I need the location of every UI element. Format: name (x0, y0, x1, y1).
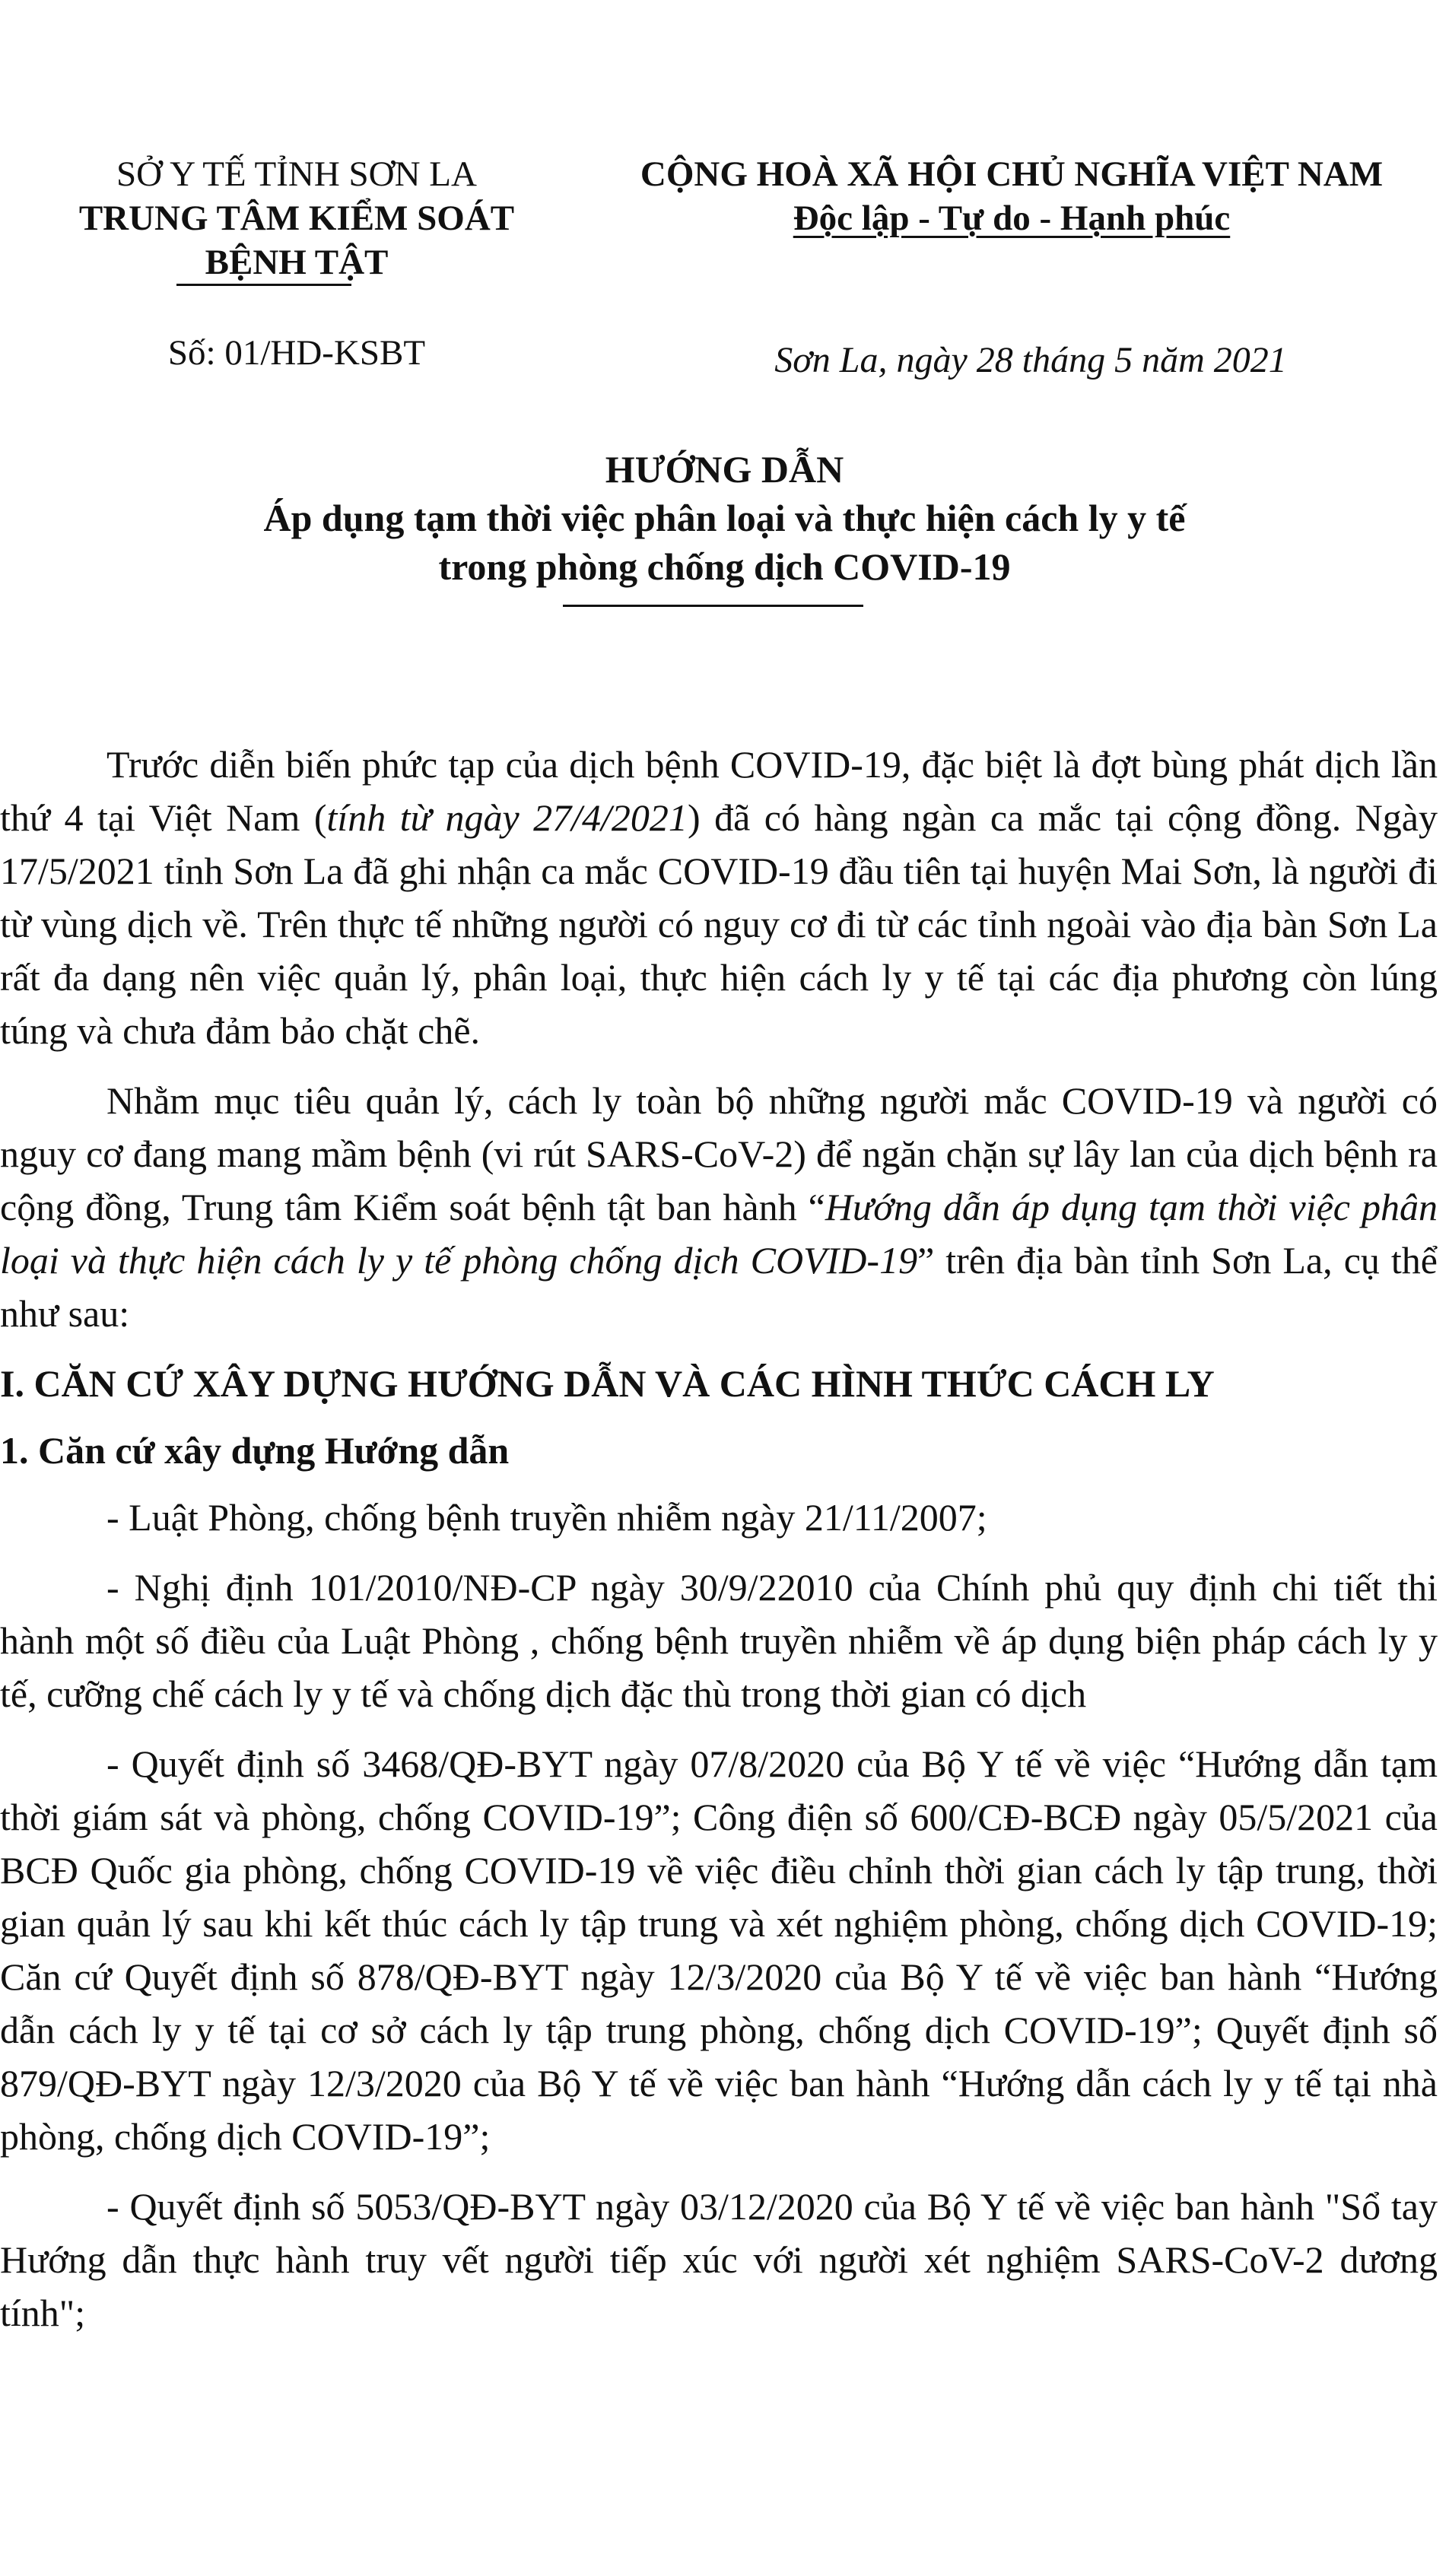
center-name-line2: BỆNH TẬT (205, 243, 389, 282)
agency-underline (176, 284, 351, 286)
legal-basis-item: - Quyết định số 5053/QĐ-BYT ngày 03/12/2020 của Bộ Y tế về việc ban hành "Sổ tay Hướng dẫn thực hành truy vết người tiếp xúc với người xét nghiệm SARS-CoV-2 dương tính"; (0, 2185, 1438, 2334)
document-title (0, 445, 1449, 591)
title-line-2: trong phòng chống dịch COVID-19 (438, 545, 1011, 588)
paragraph-context: Trước diễn biến phức tạp của dịch bệnh COVID-19, đặc biệt là đợt bùng phát dịch lần thứ 4 tại Việt Nam (tính từ ngày 27/4/2021) đã có hàng ngàn ca mắc tại cộng đồng. Ngày 17/5/2021 tỉnh Sơn La đã ghi nhận ca mắc COVID-19 đầu tiên tại huyện Mai Sơn, là người đi từ vùng dịch về. Trên thực tế những người có nguy cơ đi từ các tỉnh ngoài vào địa bàn Sơn La rất đa dạng nên việc quản lý, phân loại, thực hiện cách ly y tế tại các địa phương còn lúng túng và chưa đảm bảo chặt chẽ. (0, 743, 1438, 1052)
document-body (0, 738, 1438, 2356)
document-number: Số: 01/HD-KSBT (167, 333, 426, 373)
legal-basis-item: - Nghị định 101/2010/NĐ-CP ngày 30/9/22010 của Chính phủ quy định chi tiết thi hành một số điều của Luật Phòng , chống bệnh truyền nhiễm về áp dụng biện pháp cách ly y tế, cưỡng chế cách ly y tế và chống dịch đặc thù trong thời gian có dịch (0, 1566, 1438, 1715)
issuing-agency-block (53, 152, 540, 284)
place-and-date: Sơn La, ngày 28 tháng 5 năm 2021 (774, 340, 1287, 380)
national-title (593, 152, 1430, 240)
country-name: CỘNG HOÀ XÃ HỘI CHỦ NGHĨA VIỆT NAM (640, 154, 1384, 194)
document-type: HƯỚNG DẪN (605, 448, 844, 491)
title-line-1: Áp dụng tạm thời việc phân loại và thực hiện cách ly y tế (263, 497, 1186, 539)
section-1-heading: 1. Căn cứ xây dựng Hướng dẫn (0, 1429, 510, 1472)
paragraph-purpose: Nhằm mục tiêu quản lý, cách ly toàn bộ những người mắc COVID-19 và người có nguy cơ đang mang mầm bệnh (vi rút SARS-CoV-2) để ngăn chặn sự lây lan của dịch bệnh ra cộng đồng, Trung tâm Kiểm soát bệnh tật ban hành “Hướng dẫn áp dụng tạm thời việc phân loại và thực hiện cách ly y tế phòng chống dịch COVID-19” trên địa bàn tỉnh Sơn La, cụ thể như sau: (0, 1079, 1438, 1335)
center-name-line1: TRUNG TÂM KIỂM SOÁT (78, 199, 515, 238)
department-name: SỞ Y TẾ TỈNH SƠN LA (116, 154, 477, 194)
title-underline (563, 605, 863, 607)
national-motto: Độc lập - Tự do - Hạnh phúc (793, 199, 1231, 238)
legal-basis-item: - Quyết định số 3468/QĐ-BYT ngày 07/8/2020 của Bộ Y tế về việc “Hướng dẫn tạm thời giám sát và phòng, chống COVID-19”; Công điện số 600/CĐ-BCĐ ngày 05/5/2021 của BCĐ Quốc gia phòng, chống COVID-19 về việc điều chỉnh thời gian cách ly tập trung, thời gian quản lý sau khi kết thúc cách ly tập trung và xét nghiệm phòng, chống dịch COVID-19; Căn cứ Quyết định số 878/QĐ-BYT ngày 12/3/2020 của Bộ Y tế về việc ban hành “Hướng dẫn cách ly y tế tại cơ sở cách ly tập trung phòng, chống dịch COVID-19”; Quyết định số 879/QĐ-BYT ngày 12/3/2020 của Bộ Y tế về việc ban hành “Hướng dẫn cách ly y tế tại nhà phòng, chống dịch COVID-19”; (0, 1742, 1438, 2158)
legal-basis-item: - Luật Phòng, chống bệnh truyền nhiễm ngày 21/11/2007; (106, 1496, 987, 1539)
section-i-heading: I. CĂN CỨ XÂY DỰNG HƯỚNG DẪN VÀ CÁC HÌNH THỨC CÁCH LY (0, 1362, 1215, 1405)
